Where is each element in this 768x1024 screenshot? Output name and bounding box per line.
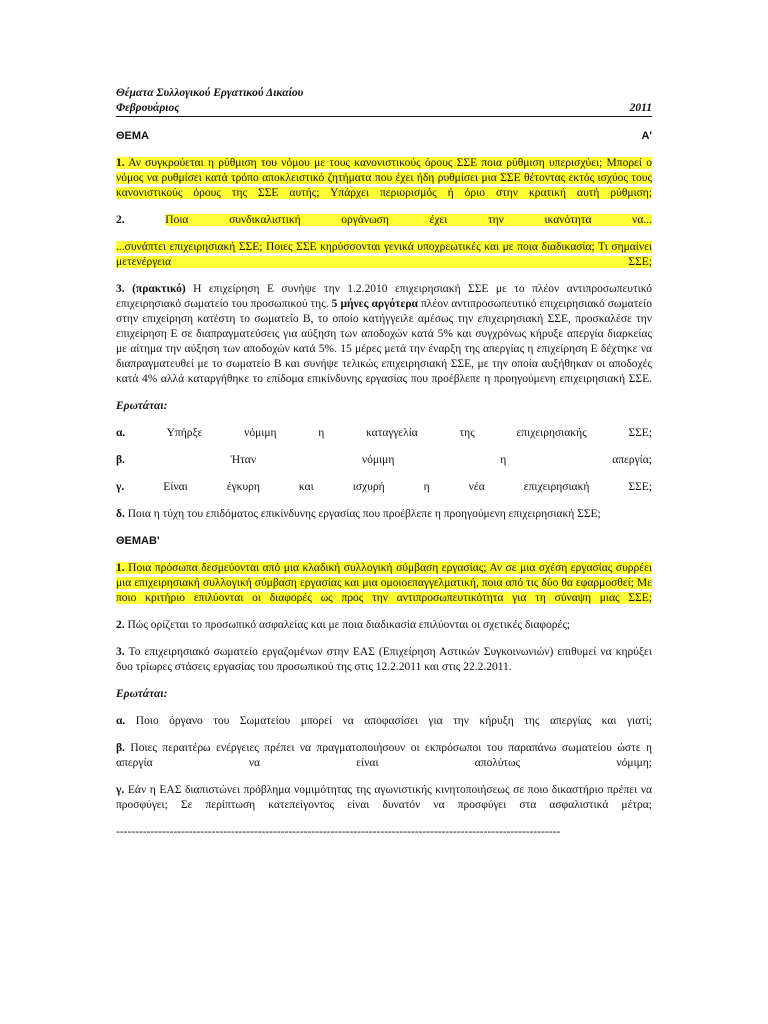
a-asked-heading: Ερωτάται: (116, 400, 168, 412)
section-a-letter: Α' (641, 130, 652, 142)
footer-dash-rule: -------------------------------------------------------------------------------------------------------------------- (116, 826, 561, 838)
year-label: 2011 (629, 102, 652, 114)
a-sub-beta: β. Ήταν νόμιμη η απεργία; (116, 454, 653, 466)
b-sub-alpha: α. Ποιο όργανο του Σωματείου μπορεί να αποφασίσει για την κήρυξη της απεργίας και γιατί; (116, 715, 653, 727)
section-b-label: ΘΕΜΑΒ' (116, 535, 160, 547)
section-a-heading (116, 129, 652, 144)
b-question-2: 2. Πώς ορίζεται το προσωπικό ασφαλείας και με ποια διαδικασία επιλύονται οι σχετικές διαφορές; (116, 619, 571, 631)
a-sub-delta: δ. Ποια η τύχη του επιδόματος επικίνδυνης εργασίας που προέβλεπε η προηγούμενη επιχειρησιακή ΣΣΕ; (116, 508, 601, 520)
section-b-heading (116, 534, 652, 549)
b-asked-heading: Ερωτάται: (116, 688, 168, 700)
document-title: Θέματα Συλλογικού Εργατικού Δικαίου (116, 87, 304, 99)
subtitle-row (116, 101, 652, 117)
month-label: Φεβρουάριος (116, 102, 180, 114)
a-sub-alpha: α. Υπήρξε νόμιμη η καταγγελία της επιχειρησιακής ΣΣΕ; (116, 427, 652, 439)
a-question-3: 3. (πρακτικό) Η επιχείρηση Ε συνήψε την 1.2.2010 επιχειρησιακή ΣΣΕ με το πλέον αντιπροσωπευτικό επιχειρησιακό σωματείο του προσωπικού της. 5 μήνες αργότερα πλέον αντιπροσωπευτικό επιχειρησιακό σωματείο στην επιχείρηση κατέστη το σωματείο Β, το οποίο κατήγγειλε αμέσως την επιχειρησιακή ΣΣΕ, προσκαλέσε την επιχείρηση Ε σε διαπραγματεύσεις για αύξηση των αποδοχών κατά 5% και συγχρόνως κήρυξε απεργία διαρκείας με αίτημα την αύξηση των αποδοχών κατά 5%. 15 μέρες μετά την έναρξη της απεργίας η επιχείρηση Ε δέχτηκε να διαπραγματευθεί με το σωματείο Β και συνήψε τελικώς επιχειρησιακή ΣΣΕ, με την οποία αυξήθηκαν οι αποδοχές κατά 4% αλλά καταργήθηκε το επίδομα επικίνδυνης εργασίας που προέβλεπε η προηγούμενη επιχειρησιακή ΣΣΕ. (116, 283, 653, 385)
section-a-label: ΘΕΜΑ (116, 130, 149, 142)
a-sub-gamma: γ. Είναι έγκυρη και ισχυρή η νέα επιχειρησιακή ΣΣΕ; (116, 481, 653, 493)
b-question-3: 3. Το επιχειρησιακό σωματείο εργαζομένων στην ΕΑΣ (Επιχείρηση Αστικών Συγκοινωνιών) επιθυμεί να κηρύξει δυο τρίωρες στάσεις εργασίας του προσωπικού της στις 12.2.2011 και στις 22.2.2011. (116, 646, 652, 673)
b-sub-gamma: γ. Εάν η ΕΑΣ διαπιστώνει πρόβλημα νομιμότητας της αγωνιστικής κινητοποιήσεως σε ποιο δικαστήριο πρέπει να προσφύγει; Σε περίπτωση κατεπείγοντος είναι δυνατόν να προσφύγει στα ασφαλιστικά μέτρα; (116, 784, 653, 811)
a-question-1: 1. Αν συγκρούεται η ρύθμιση του νόμου με τους κανονιστικούς όρους ΣΣΕ ποια ρύθμιση υπερισχύει; Μπορεί ο νόμος να ρυθμίσει κατά τρόπο αποκλειστικό ζητήματα που έχει ήδη ρυθμίσει μια ΣΣΕ θέτοντας εκτός ισχύος τους κανονιστικούς όρους της ΣΣΕ αυτής; Υπάρχει περιορισμός ή όριο στην κρατική αυτή ρύθμιση; (116, 157, 652, 199)
document-page (116, 86, 652, 840)
b-sub-beta: β. Ποιες περαιτέρω ενέργειες πρέπει να πραγματοποιήσουν οι εκπρόσωποι του παραπάνω σωματείου ώστε η απεργία να είναι απολύτως νόμιμη; (116, 742, 652, 769)
a-question-2: 2. Ποια συνδικαλιστική οργάνωση έχει την ικανότητα να... (116, 214, 652, 226)
a-question-2-cont: ...συνάπτει επιχειρησιακή ΣΣΕ; Ποιες ΣΣΕ κηρύσσονται γενικά υποχρεωτικές και με ποια διαδικασία; Τι σημαίνει μετενέργεια ΣΣΕ; (116, 241, 652, 268)
b-question-1: 1. Ποια πρόσωπα δεσμεύονται από μια κλαδική συλλογική σύμβαση εργασίας; Αν σε μια σχέση εργασίας συρρέει μια επιχειρησιακή συλλογική σύμβαση εργασίας και μια ομοιοεπαγγελματική, ποια από τις δύο θα εφαρμοσθεί; Με ποιο κριτήριο επιλύονται οι διαφορές ως προς την αντιπροσωπευτικότητα για τη σύναψη μιας ΣΣΕ; (116, 562, 652, 604)
